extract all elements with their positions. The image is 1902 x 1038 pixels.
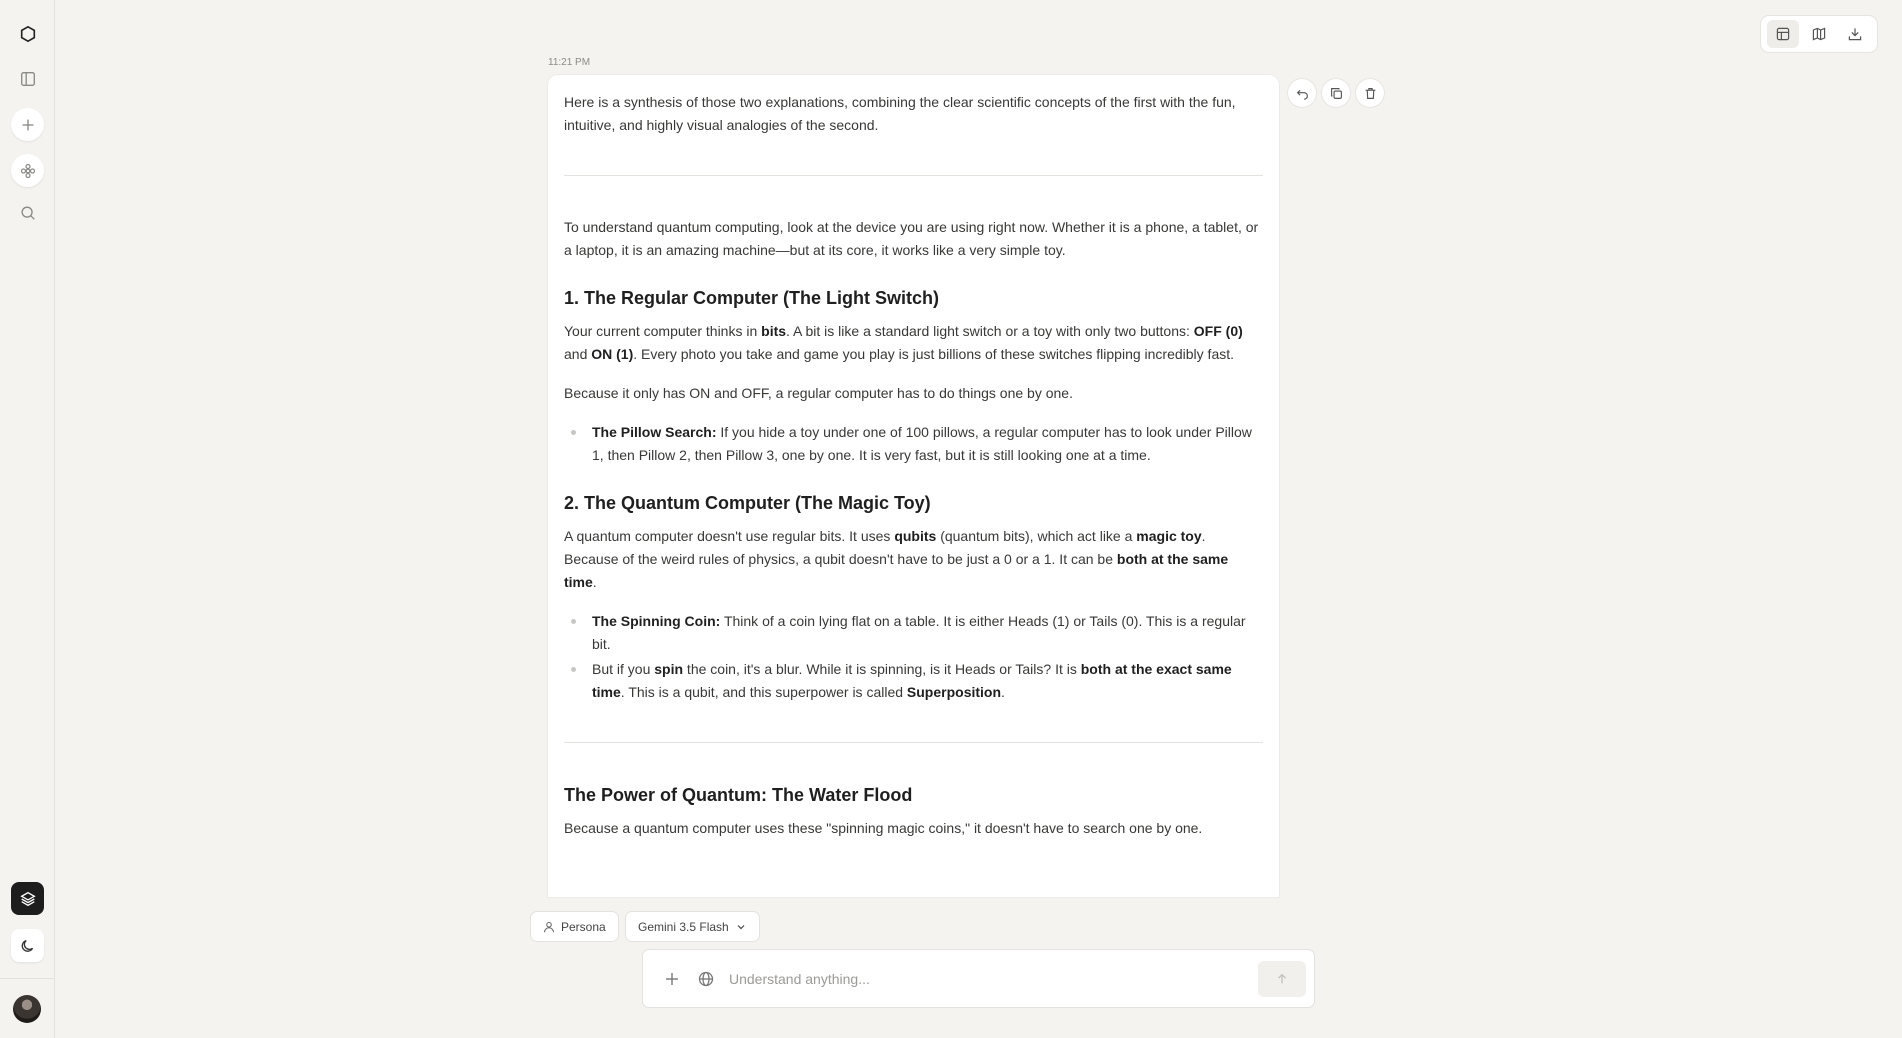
sidebar-divider xyxy=(0,978,55,979)
send-button[interactable] xyxy=(1258,961,1306,997)
section-heading: 2. The Quantum Computer (The Magic Toy) xyxy=(564,493,931,513)
intro-paragraph: Here is a synthesis of those two explanations, combining the clear scientific concepts of the first with the fun, intuitive, and highly visual analogies of the second. xyxy=(564,94,1236,133)
undo-icon[interactable] xyxy=(1288,79,1316,107)
divider xyxy=(564,175,1263,176)
model-select[interactable] xyxy=(626,912,759,941)
paragraph: A quantum computer doesn't use regular bits. It uses qubits (quantum bits), which act like a magic toy. Because of the weird rules of physics, a qubit doesn't have to be just a 0 or a 1. It can be both at the same time. xyxy=(564,528,1229,590)
avatar[interactable] xyxy=(13,995,41,1023)
copy-icon[interactable] xyxy=(1322,79,1350,107)
bullet-list xyxy=(564,610,1263,704)
sidebar xyxy=(0,0,55,1038)
divider xyxy=(564,742,1263,743)
moon-icon[interactable] xyxy=(11,929,44,962)
chevron-down-icon xyxy=(735,921,747,933)
attach-plus-icon[interactable] xyxy=(661,968,683,990)
message-input[interactable] xyxy=(729,971,1246,987)
search-icon[interactable] xyxy=(11,196,44,229)
trash-icon[interactable] xyxy=(1356,79,1384,107)
list-item: The Pillow Search: If you hide a toy under one of 100 pillows, a regular computer has to look under Pillow 1, then Pillow 2, then Pillow 3, one by one. It is very fast, but it is still looking one at a time. xyxy=(564,421,1263,467)
model-label: Gemini 3.5 Flash xyxy=(638,919,729,934)
sidebar-toggle-icon[interactable] xyxy=(11,62,44,95)
message-actions xyxy=(1288,79,1384,107)
globe-icon[interactable] xyxy=(695,968,717,990)
top-toolbar xyxy=(1760,15,1878,53)
assistant-message xyxy=(548,75,1279,897)
arrow-up-icon xyxy=(1275,972,1289,986)
layout-icon[interactable] xyxy=(1767,20,1799,48)
map-icon[interactable] xyxy=(1803,20,1835,48)
list-item: But if you spin the coin, it's a blur. While it is spinning, is it Heads or Tails? It is both at the exact same time. This is a qubit, and this superpower is called Superposition. xyxy=(564,658,1263,704)
flower-icon[interactable] xyxy=(11,154,44,187)
section-heading: The Power of Quantum: The Water Flood xyxy=(564,785,913,805)
composer xyxy=(643,950,1314,1007)
message-timestamp: 11:21 PM xyxy=(548,57,591,68)
paragraph: Your current computer thinks in bits. A bit is like a standard light switch or a toy with only two buttons: OFF (0) and ON (1). Every photo you take and game you play is just billions of these switches flipping incredibly fast. xyxy=(564,323,1243,362)
hexagon-logo-icon[interactable] xyxy=(11,17,44,50)
layers-icon[interactable] xyxy=(11,882,44,915)
new-chat-plus-icon[interactable] xyxy=(11,108,44,141)
download-icon[interactable] xyxy=(1839,20,1871,48)
paragraph: To understand quantum computing, look at the device you are using right now. Whether it is a phone, a tablet, or a laptop, it is an amazing machine—but at its core, it works like a very simple toy. xyxy=(564,219,1259,258)
user-icon xyxy=(543,921,555,933)
section-heading: 1. The Regular Computer (The Light Switch) xyxy=(564,288,940,308)
list-item: The Spinning Coin: Think of a coin lying flat on a table. It is either Heads (1) or Tails (0). This is a regular bit. xyxy=(564,610,1263,656)
paragraph: Because a quantum computer uses these "spinning magic coins," it doesn't have to search one by one. xyxy=(564,820,1203,836)
bullet-list xyxy=(564,421,1263,467)
paragraph: Because it only has ON and OFF, a regular computer has to do things one by one. xyxy=(564,385,1073,401)
persona-label: Persona xyxy=(561,919,606,934)
persona-button[interactable] xyxy=(531,912,618,941)
